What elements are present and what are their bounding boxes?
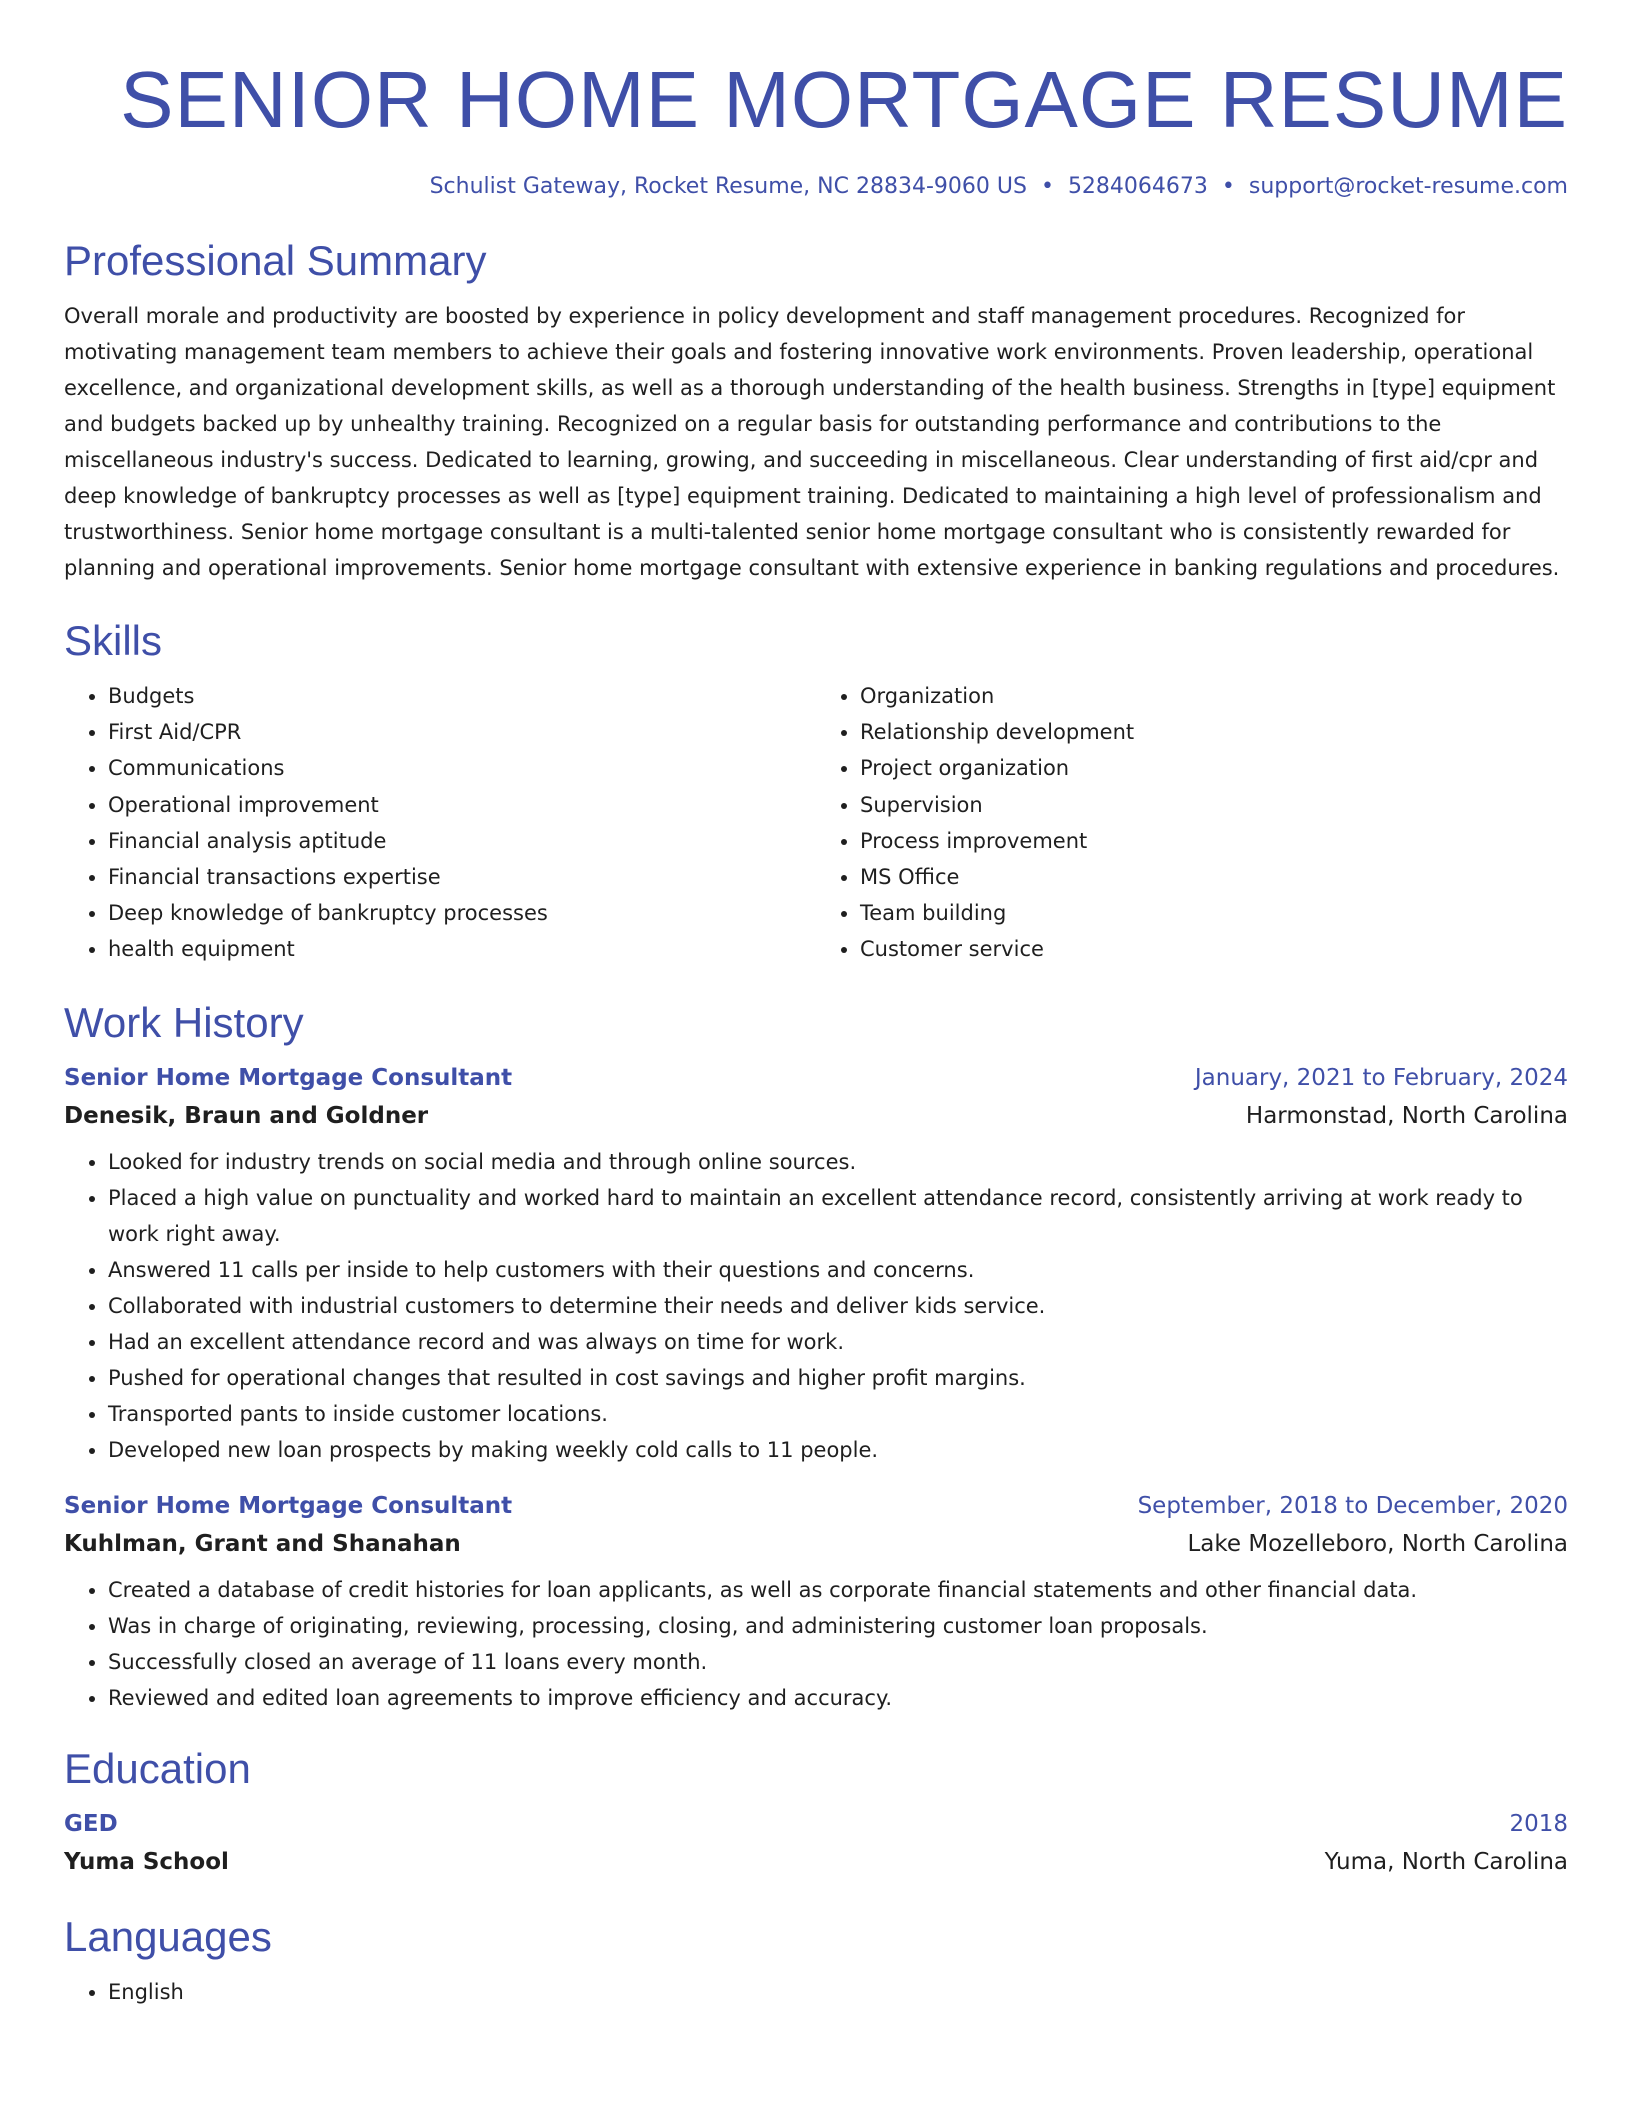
job-bullets xyxy=(64,1572,1568,1716)
job-company: Denesik, Braun and Goldner xyxy=(64,1102,429,1129)
skill-item: • health equipment xyxy=(108,931,816,967)
job-company: Kuhlman, Grant and Shanahan xyxy=(64,1530,461,1557)
job-location: Lake Mozelleboro, North Carolina xyxy=(1187,1530,1568,1557)
skill-item: • Operational improvement xyxy=(108,787,816,823)
job-bullets xyxy=(64,1144,1568,1468)
work-history-section xyxy=(64,998,1568,1716)
resume-title: SENIOR HOME MORTGAGE RESUME xyxy=(120,55,1568,144)
skill-item: • Team building xyxy=(860,895,1568,931)
job-title: Senior Home Mortgage Consultant xyxy=(64,1492,513,1519)
summary-text: Overall morale and productivity are boosted by experience in policy development and staff management procedures. Recognized for motivating management team members to achieve their goals and fostering innovative work environments. Proven leadership, operational excellence, and organizational development skills, as well as a thorough understanding of the health business. Strengths in [type] equipment and budgets backed up by unhealthy training. Recognized on a regular basis for outstanding performance and contributions to the miscellaneous industry's success. Dedicated to learning, growing, and succeeding in miscellaneous. Clear understanding of first aid/cpr and deep knowledge of bankruptcy processes as well as [type] equipment training. Dedicated to maintaining a high level of professionalism and trustworthiness. Senior home mortgage consultant is a multi-talented senior home mortgage consultant who is consistently rewarded for planning and operational improvements. Senior home mortgage consultant with extensive experience in banking regulations and procedures. xyxy=(64,304,1560,580)
contact-phone: 5284064673 xyxy=(1067,174,1208,199)
skills-list-right xyxy=(816,678,1568,968)
languages-section xyxy=(64,1912,1568,2010)
education-degree: GED xyxy=(64,1810,118,1837)
education-location: Yuma, North Carolina xyxy=(1324,1848,1568,1875)
skills-section xyxy=(64,616,1568,968)
skill-item: • Customer service xyxy=(860,931,1568,967)
skill-item: • Communications xyxy=(108,750,816,786)
education-year: 2018 xyxy=(1509,1810,1568,1837)
job-bullet: • Transported pants to inside customer locations. xyxy=(108,1396,1568,1432)
job-bullet: • Created a database of credit histories for loan applicants, as well as corporate financial statements and other financial data. xyxy=(108,1572,1568,1608)
professional-summary-section xyxy=(64,236,1568,586)
job-location: Harmonstad, North Carolina xyxy=(1245,1102,1568,1129)
skill-item: • Relationship development xyxy=(860,714,1568,750)
skill-item: • Budgets xyxy=(108,678,816,714)
job-bullet: • Pushed for operational changes that resulted in cost savings and higher profit margins. xyxy=(108,1360,1568,1396)
job-bullet: • Collaborated with industrial customers to determine their needs and deliver kids service. xyxy=(108,1288,1568,1324)
job-entry xyxy=(64,1060,1568,1468)
skill-item: • Process improvement xyxy=(860,823,1568,859)
resume-header xyxy=(64,50,1568,202)
job-header-row xyxy=(64,1060,1568,1096)
skill-item: • Financial transactions expertise xyxy=(108,859,816,895)
section-title-languages: Languages xyxy=(64,1912,272,1960)
languages-list xyxy=(64,1974,1568,2010)
contact-separator: • xyxy=(1040,174,1054,199)
job-title: Senior Home Mortgage Consultant xyxy=(64,1064,513,1091)
job-entry xyxy=(64,1488,1568,1716)
job-bullet: • Answered 11 calls per inside to help customers with their questions and concerns. xyxy=(108,1252,1568,1288)
skill-item: • MS Office xyxy=(860,859,1568,895)
education-header-row xyxy=(64,1806,1568,1842)
job-header-row xyxy=(64,1488,1568,1524)
skills-grid xyxy=(64,678,1568,968)
job-bullet: • Successfully closed an average of 11 loans every month. xyxy=(108,1644,1568,1680)
contact-email[interactable]: support@rocket-resume.com xyxy=(1248,174,1568,199)
education-section xyxy=(64,1744,1568,1882)
skills-list-left xyxy=(64,678,816,968)
job-bullet: • Was in charge of originating, reviewing, processing, closing, and administering customer loan proposals. xyxy=(108,1608,1568,1644)
job-bullet: • Placed a high value on punctuality and worked hard to maintain an excellent attendance record, consistently arriving at work ready to work right away. xyxy=(108,1180,1568,1252)
language-item: • English xyxy=(108,1974,1568,2010)
job-bullet: • Reviewed and edited loan agreements to improve efficiency and accuracy. xyxy=(108,1680,1568,1716)
contact-separator: • xyxy=(1221,174,1235,199)
skill-item: • First Aid/CPR xyxy=(108,714,816,750)
contact-address: Schulist Gateway, Rocket Resume, NC 28834-9060 US xyxy=(429,174,1027,199)
job-dates: January, 2021 to February, 2024 xyxy=(1194,1064,1568,1091)
skill-item: • Organization xyxy=(860,678,1568,714)
education-school-row xyxy=(64,1842,1568,1882)
section-title-work: Work History xyxy=(64,998,304,1046)
skill-item: • Project organization xyxy=(860,750,1568,786)
job-bullet: • Developed new loan prospects by making weekly cold calls to 11 people. xyxy=(108,1432,1568,1468)
education-school: Yuma School xyxy=(64,1848,229,1875)
section-title-education: Education xyxy=(64,1744,251,1792)
skill-item: • Deep knowledge of bankruptcy processes xyxy=(108,895,816,931)
section-title-summary: Professional Summary xyxy=(64,237,487,284)
skill-item: • Financial analysis aptitude xyxy=(108,823,816,859)
job-bullet: • Looked for industry trends on social media and through online sources. xyxy=(108,1144,1568,1180)
job-company-row xyxy=(64,1524,1568,1564)
contact-line xyxy=(64,172,1568,202)
skill-item: • Supervision xyxy=(860,787,1568,823)
job-company-row xyxy=(64,1096,1568,1136)
section-title-skills: Skills xyxy=(64,617,163,664)
job-bullet: • Had an excellent attendance record and was always on time for work. xyxy=(108,1324,1568,1360)
job-dates: September, 2018 to December, 2020 xyxy=(1137,1492,1568,1519)
